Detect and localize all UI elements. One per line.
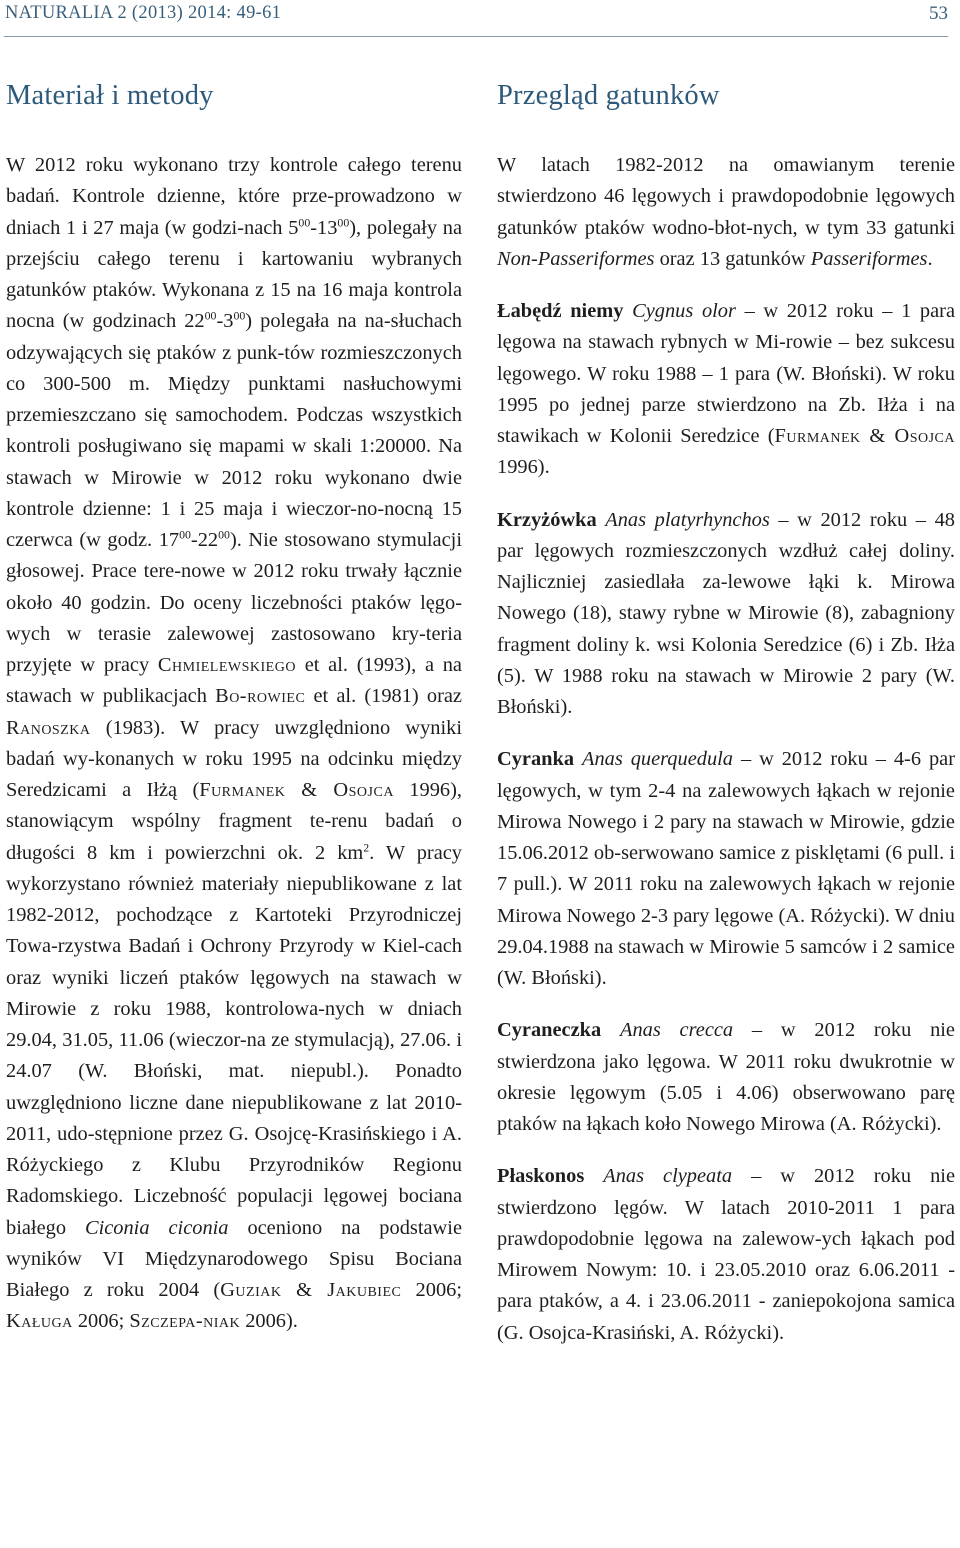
species-intro-paragraph: W latach 1982-2012 na omawianym terenie stwierdzono 46 lęgowych i prawdopodobnie lęgowych gatunków ptaków wodno-błot-nych, w tym 33 gatunki Non-Passeriformes oraz 13 gatunków Passeriformes. bbox=[497, 154, 955, 270]
species-latin-name: Cygnus olor bbox=[632, 300, 736, 322]
latin-name: Ciconia ciconia bbox=[84, 1216, 229, 1239]
latin-name: Passeriformes bbox=[810, 247, 928, 270]
page-number: 53 bbox=[929, 3, 948, 24]
species-entry-mallard: Krzyżówka Anas platyrhynchos – w 2012 roku – 48 par lęgowych rozmieszczonych wzdłuż całej doliny. Najliczniej zasiedlała za-lewowe łąki k. Mirowa Nowego (18), stawy rybne w Mirowie (8), zabagniony fragment doliny k. wsi Kolonia Seredzice (6) i Zb. Iłża (5). W 1988 roku na stawach w Mirowie 2 pary (W. Błoński). bbox=[497, 508, 955, 718]
section-heading-species-review: Przegląd gatunków bbox=[497, 80, 720, 111]
author-ref: Furmanek & Osojca bbox=[774, 425, 955, 447]
species-entry-garganey: Cyranka Anas querquedula – w 2012 roku – 4-6 par lęgowych, w tym 2-4 na zalewowych łąkach w rejonie Mirowa Nowego i 2 pary na stawach w Mirowie, gdzie 15.06.2012 ob-serwowano samice z pisklętami (6 pull. i 7 pull.). W 2011 roku na zalewowych łąkach w rejonie Mirowa Nowego 2-3 pary lęgowe (A. Różycki). W dniu 29.04.1988 na stawach w Mirowie 5 samców i 2 samice (W. Błoński). bbox=[497, 748, 955, 989]
author-ref: Chmielewskiego bbox=[157, 654, 296, 676]
author-ref: Ranoszka bbox=[6, 716, 91, 739]
species-name: Krzyżówka bbox=[497, 508, 597, 531]
species-latin-name: Anas querquedula bbox=[581, 748, 734, 771]
latin-name: Non-Passeriformes bbox=[497, 247, 655, 270]
left-column bbox=[6, 76, 462, 1338]
right-column bbox=[497, 76, 955, 1349]
author-ref: Furmanek & Osojca bbox=[199, 779, 394, 801]
species-entry-shoveler: Płaskonos Anas clypeata – w 2012 roku nie stwierdzono lęgów. W latach 2010-2011 1 para prawdopodobnie lęgowa na zalewow-ych łąkach pod Mirowem Nowym: 10. i 23.05.2010 oraz 6.06.2011 - para ptaków, a 4. i 23.06.2011 - zaniepokojona samica (G. Osojca-Krasiński, A. Różycki). bbox=[497, 1165, 955, 1344]
running-head bbox=[5, 3, 948, 33]
species-name: Płaskonos bbox=[497, 1165, 585, 1188]
species-latin-name: Anas clypeata bbox=[603, 1165, 733, 1188]
author-ref: Szczepa-niak bbox=[129, 1310, 241, 1333]
species-entry-mute-swan: Łabędź niemy Cygnus olor – w 2012 roku – 1 para lęgowa na stawach rybnych w Mi-rowie – bez sukcesu lęgowego. W roku 1988 – 1 para (W. Błoński). W roku 1995 po jednej parze stwierdzono na Zb. Iłża i na stawikach w Kolonii Seredzice (Furmanek & Osojca 1996). bbox=[497, 300, 955, 479]
species-name: Cyranka bbox=[497, 748, 575, 771]
species-latin-name: Anas crecca bbox=[619, 1019, 734, 1042]
species-entry-teal: Cyraneczka Anas crecca – w 2012 roku nie stwierdzona jako lęgowa. W 2011 roku dwukrotnie w okresie lęgowym (5.05 i 4.06) obserwowano parę ptaków na łąkach koło Nowego Mirowa (A. Różycki). bbox=[497, 1019, 955, 1135]
header-rule bbox=[4, 36, 948, 37]
species-latin-name: Anas platyrhynchos bbox=[605, 508, 770, 531]
journal-citation: NATURALIA 2 (2013) 2014: 49-61 bbox=[5, 3, 282, 23]
methods-paragraph: W 2012 roku wykonano trzy kontrole całego terenu badań. Kontrole dzienne, które prze-prowadzono w dniach 1 i 27 maja (w godzi-nach $5^{00}-13^{00}$), polegały na przejściu całego terenu i kartowaniu wybranych gatunków ptaków. Wykonana z 15 na 16 maja kontrola nocna (w godzinach $22^{00}-3^{00}$) polegała na na-słuchach odzywających się ptaków z punk-tów rozmieszczonych co 300-500 m. Między punktami nasłuchowymi przemieszczano się samochodem. Podczas wszystkich kontroli posługiwano się mapami w skali 1:20000. Na stawach w Mirowie w 2012 roku wykonano dwie kontrole dzienne: 1 i 25 maja i wieczor-no-nocną 15 czerwca (w godz. $17^{00}-22^{00}$). Nie stosowano stymulacji głosowej. Prace tere-nowe w 2012 roku trwały łącznie około 40 godzin. Do oceny liczebności ptaków lęgo-wych w terasie zalewowej zastosowano kry-teria przyjęte w pracy Chmielewskiego et al. (1993), a na stawach w publikacjach Bo-rowiec et al. (1981) oraz Ranoszka (1983). W pracy uwzględniono wyniki badań wy-konanych w roku 1995 na odcinku między Seredzicami a Iłżą (Furmanek & Osojca 1996), stanowiącym wspólny fragment te-renu badań o długości 8 km i powierzchni ok. 2 $km^2$. W pracy wykorzystano również materiały niepublikowane z lat 1982-2012, pochodzące z Kartoteki Przyrodniczej Towa-rzystwa Badań i Ochrony Przyrody w Kiel-cach oraz wyniki liczeń ptaków lęgowych na stawach w Mirowie z roku 1988, kontrolowa-nych w dniach 29.04, 31.05, 11.06 (wieczor-na ze stymulacją), 27.06. i 24.07 (W. Błoński, mat. niepubl.). Ponadto uwzględniono liczne dane niepublikowane z lat 2010-2011, udo-stępnione przez G. Osojcę-Krasińskiego i A. Różyckiego z Klubu Przyrodników Regionu Radomskiego. Liczebność populacji lęgowej bociana białego Ciconia ciconia oceniono na podstawie wyników VI Międzynarodowego Spisu Bociana Białego z roku 2004 (Guziak & Jakubiec 2006; Kaługa 2006; Szczepa-niak 2006). bbox=[6, 154, 462, 1333]
species-name: Cyraneczka bbox=[497, 1019, 602, 1042]
species-name: Łabędź niemy bbox=[497, 300, 624, 322]
author-ref: Bo-rowiec bbox=[215, 685, 306, 708]
author-ref: Guziak & Jakubiec bbox=[220, 1279, 402, 1301]
author-ref: Kaługa bbox=[6, 1310, 73, 1333]
section-heading-methods: Materiał i metody bbox=[6, 80, 214, 111]
